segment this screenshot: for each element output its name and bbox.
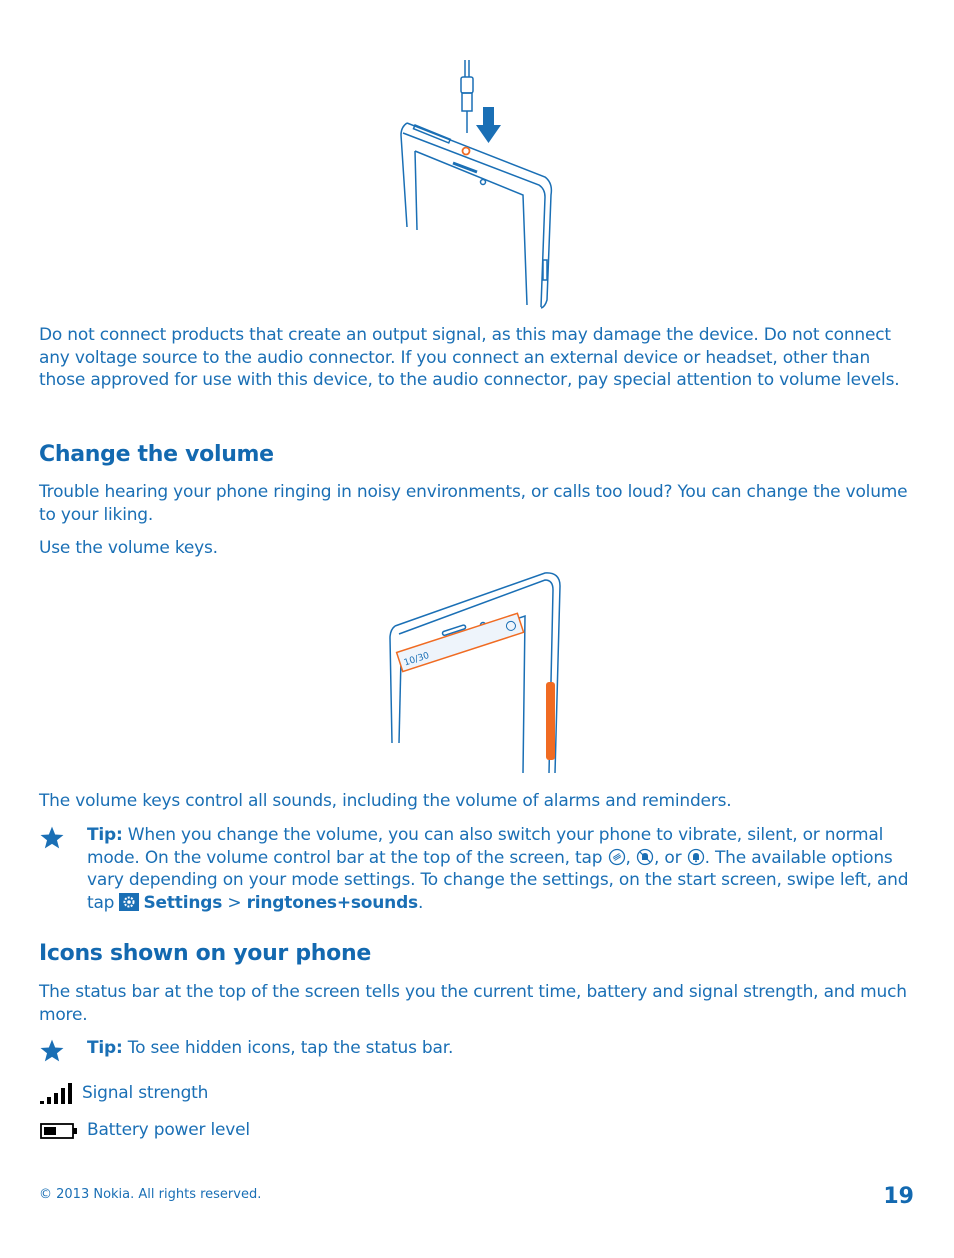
settings-link[interactable]: Settings [143,892,223,913]
audio-connector-illustration [395,55,560,313]
ringtones-sounds-link[interactable]: ringtones+sounds [246,892,418,913]
signal-strength-label: Signal strength [82,1083,209,1103]
battery-icon [40,1122,78,1140]
page-number: 19 [883,1184,914,1209]
section-heading-change-volume: Change the volume [39,442,274,467]
section-heading-icons: Icons shown on your phone [39,941,371,966]
settings-gear-icon [119,893,139,911]
tip-hidden-icons: Tip: To see hidden icons, tap the status bar. [87,1038,454,1058]
copyright-footer: © 2013 Nokia. All rights reserved. [39,1187,262,1202]
change-volume-paragraph: Trouble hearing your phone ringing in noisy environments, or calls too loud? You can change the volume to your liking. [39,482,908,525]
tip-star-icon [39,825,65,851]
silent-mode-icon[interactable] [636,848,654,866]
volume-keys-paragraph: The volume keys control all sounds, including the volume of alarms and reminders. [39,791,732,811]
tip-volume-modes: Tip: When you change the volume, you can also switch your phone to vibrate, silent, or normal mode. On the volume control bar at the top of the screen, tap , , or . The available options vary depending on your mode settings. To change the settings, on the start screen, swipe left, and tap Settings > ringtones+sounds. [87,825,909,913]
intro-paragraph: Do not connect products that create an output signal, as this may damage the device. Do not connect any voltage source to the audio connector. If you connect an external device or headset, other than those approved for use with this device, to the audio connector, pay special attention to volume levels. [39,325,900,390]
normal-mode-icon[interactable] [687,848,705,866]
use-volume-keys-paragraph: Use the volume keys. [39,538,218,558]
tip-label: Tip: [87,825,123,845]
volume-keys-illustration [385,568,570,778]
battery-label: Battery power level [87,1120,250,1140]
status-bar-paragraph: The status bar at the top of the screen tells you the current time, battery and signal strength, and much more. [39,982,907,1025]
tip-label: Tip: [87,1038,123,1058]
tip-star-icon [39,1038,65,1064]
volume-bar-label: 10/30 [402,650,431,669]
signal-strength-icon [40,1082,74,1105]
vibrate-mode-icon[interactable] [608,848,626,866]
